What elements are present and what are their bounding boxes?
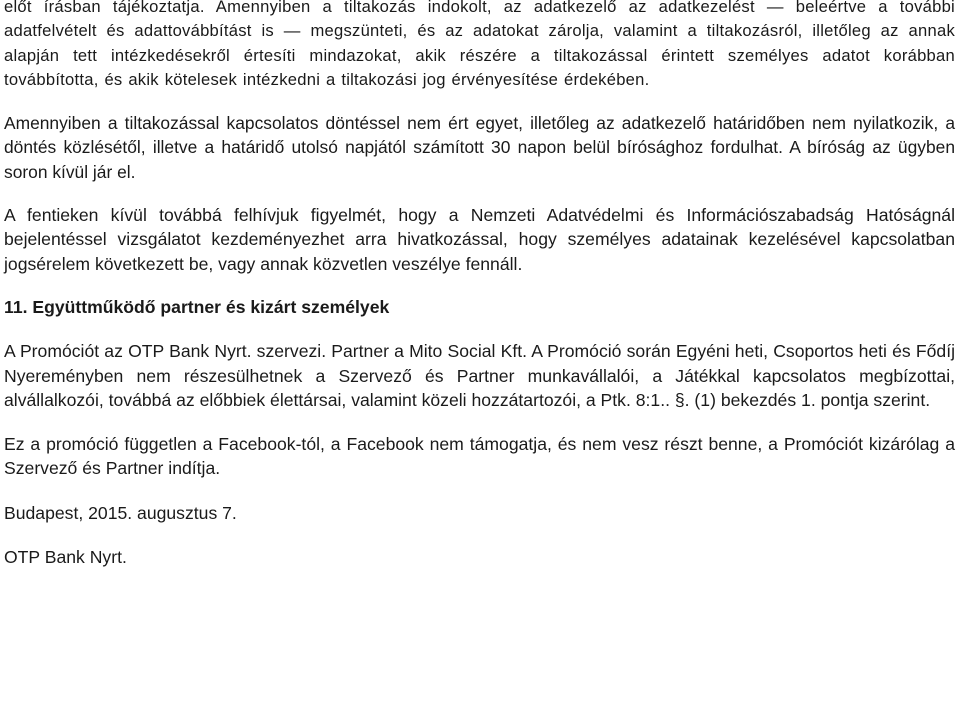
- paragraph-facebook-disclaimer: Ez a promóció független a Facebook-tól, a Facebook nem támogatja, és nem vesz részt benne, a Promóciót kizárólag a Szervező és Partner indítja.: [4, 434, 955, 479]
- paragraph-partner-exclusions: A Promóciót az OTP Bank Nyrt. szervezi. Partner a Mito Social Kft. A Promóció során Egyéni heti, Csoportos heti és Fődíj Nyereményben nem részesülhetnek a Szervező és Partner munkavállalói, a Játékkal kapcsolatos megbízottai, alvállalkozói, továbbá az előbbiek élettársai, valamint közeli hozzátartozói, a Ptk. 8:1.. §. (1) bekezdés 1. pontja szerint.: [4, 341, 955, 410]
- place-and-date: Budapest, 2015. augusztus 7.: [4, 502, 237, 523]
- document-page: [4, 0, 955, 569]
- signature: OTP Bank Nyrt.: [4, 547, 127, 568]
- section-heading: 11. Együttműködő partner és kizárt személyek: [4, 296, 390, 317]
- paragraph-objection-handling: előt írásban tájékoztatja. Amennyiben a tiltakozás indokolt, az adatkezelő az adatkezelést — beleértve a további adatfelvételt és adattovábbítást is — megszünteti, és az adatokat zárolja, valamint a tiltakozásról, illetőleg az annak alapján tett intézkedésekről értesíti mindazokat, akik részére a tiltakozással érintett személyes adatot korábban továbbította, és akik kötelesek intézkedni a tiltakozási jog érvényesítése érdekében.: [4, 0, 955, 89]
- paragraph-court-appeal: Amennyiben a tiltakozással kapcsolatos döntéssel nem ért egyet, illetőleg az adatkezelő határidőben nem nyilatkozik, a döntés közlésétől, illetve a határidő utolsó napjától számított 30 napon belül bírósághoz fordulhat. A bíróság az ügyben soron kívül jár el.: [4, 113, 955, 182]
- paragraph-authority-complaint: A fentieken kívül továbbá felhívjuk figyelmét, hogy a Nemzeti Adatvédelmi és Információszabadság Hatóságnál bejelentéssel vizsgálatot kezdeményezhet arra hivatkozással, hogy személyes adatainak kezelésével kapcsolatban jogsérelem következett be, vagy annak közvetlen veszélye fennáll.: [4, 205, 955, 274]
